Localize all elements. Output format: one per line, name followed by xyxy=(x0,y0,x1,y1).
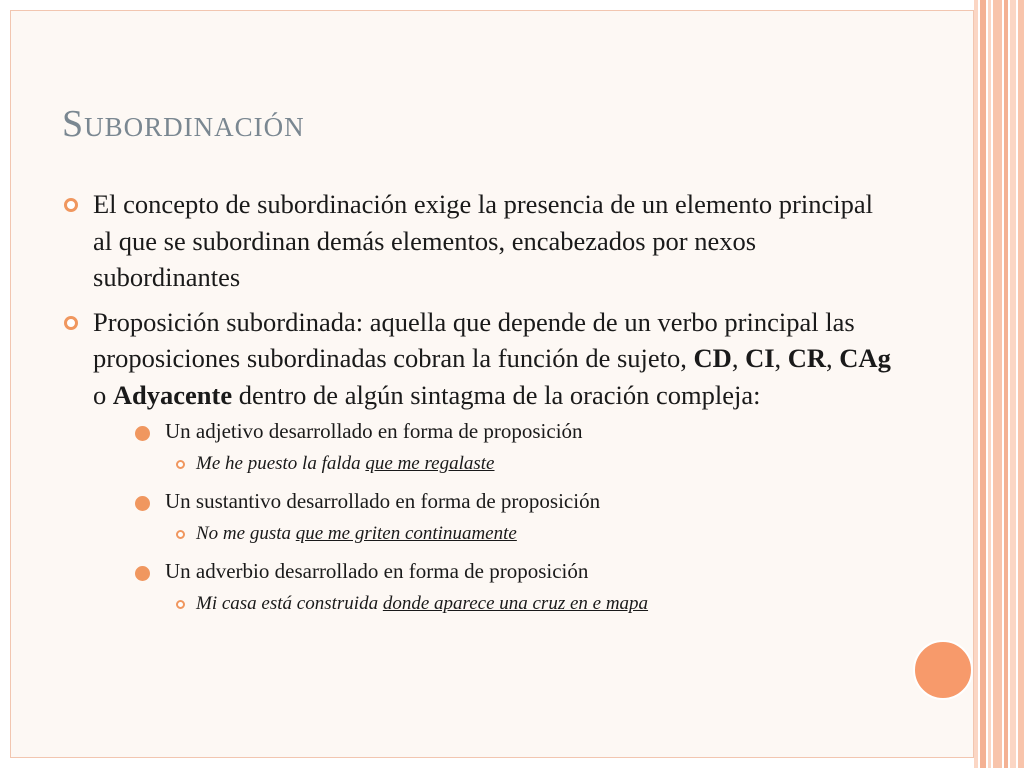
decorative-circle xyxy=(913,640,973,700)
decorative-stripes xyxy=(974,0,1024,768)
bullet-text: dentro de algún sintagma de la oración compleja: xyxy=(232,379,761,410)
term-adyacente: Adyacente xyxy=(112,379,233,410)
example-text: Mi casa está construida xyxy=(196,593,383,614)
example-underlined-clause: que me regalaste xyxy=(365,453,495,474)
separator: , xyxy=(826,343,840,373)
term-cag: CAg xyxy=(839,343,891,373)
example-adverb xyxy=(93,591,892,617)
sub-item-adverb xyxy=(93,557,892,585)
separator: , xyxy=(731,343,746,373)
term-ci: CI xyxy=(745,343,775,373)
ring-bullet-icon xyxy=(176,460,185,469)
example-text: Me he puesto la falda xyxy=(196,453,366,474)
sub-item-adjective xyxy=(93,417,892,445)
sub-item-noun xyxy=(93,487,892,515)
ring-bullet-icon xyxy=(176,530,185,539)
example-underlined-clause: donde aparece una cruz en e mapa xyxy=(382,593,649,614)
bullet-item-concept xyxy=(62,186,892,296)
term-cd: CD xyxy=(693,343,732,373)
example-underlined-clause: que me griten continuamente xyxy=(295,523,517,544)
bullet-text: El concepto de subordinación exige la presencia de un elemento principal al que se subordinan demás elementos, encabezados por nexos subordinantes xyxy=(93,189,873,292)
example-text: No me gusta xyxy=(196,523,296,544)
ring-bullet-icon xyxy=(64,316,78,330)
conjunction: o xyxy=(93,379,113,410)
bullet-text: Proposición subordinada: aquella que depende de un verbo principal las proposiciones subordinadas cobran la función de sujeto, xyxy=(93,306,855,373)
slide-content xyxy=(62,186,892,627)
term-cr: CR xyxy=(787,343,827,373)
dot-bullet-icon xyxy=(135,566,150,581)
sub-item-label: Un sustantivo desarrollado en forma de proposición xyxy=(165,489,601,513)
dot-bullet-icon xyxy=(135,426,150,441)
example-noun xyxy=(93,521,892,547)
slide-title: Subordinación xyxy=(62,103,305,145)
bullet-item-proposition xyxy=(62,304,892,618)
sub-item-label: Un adverbio desarrollado en forma de proposición xyxy=(165,559,589,583)
ring-bullet-icon xyxy=(176,600,185,609)
separator: , xyxy=(774,343,788,373)
ring-bullet-icon xyxy=(64,198,78,212)
dot-bullet-icon xyxy=(135,496,150,511)
sub-item-label: Un adjetivo desarrollado en forma de proposición xyxy=(165,419,583,443)
example-adjective xyxy=(93,451,892,477)
